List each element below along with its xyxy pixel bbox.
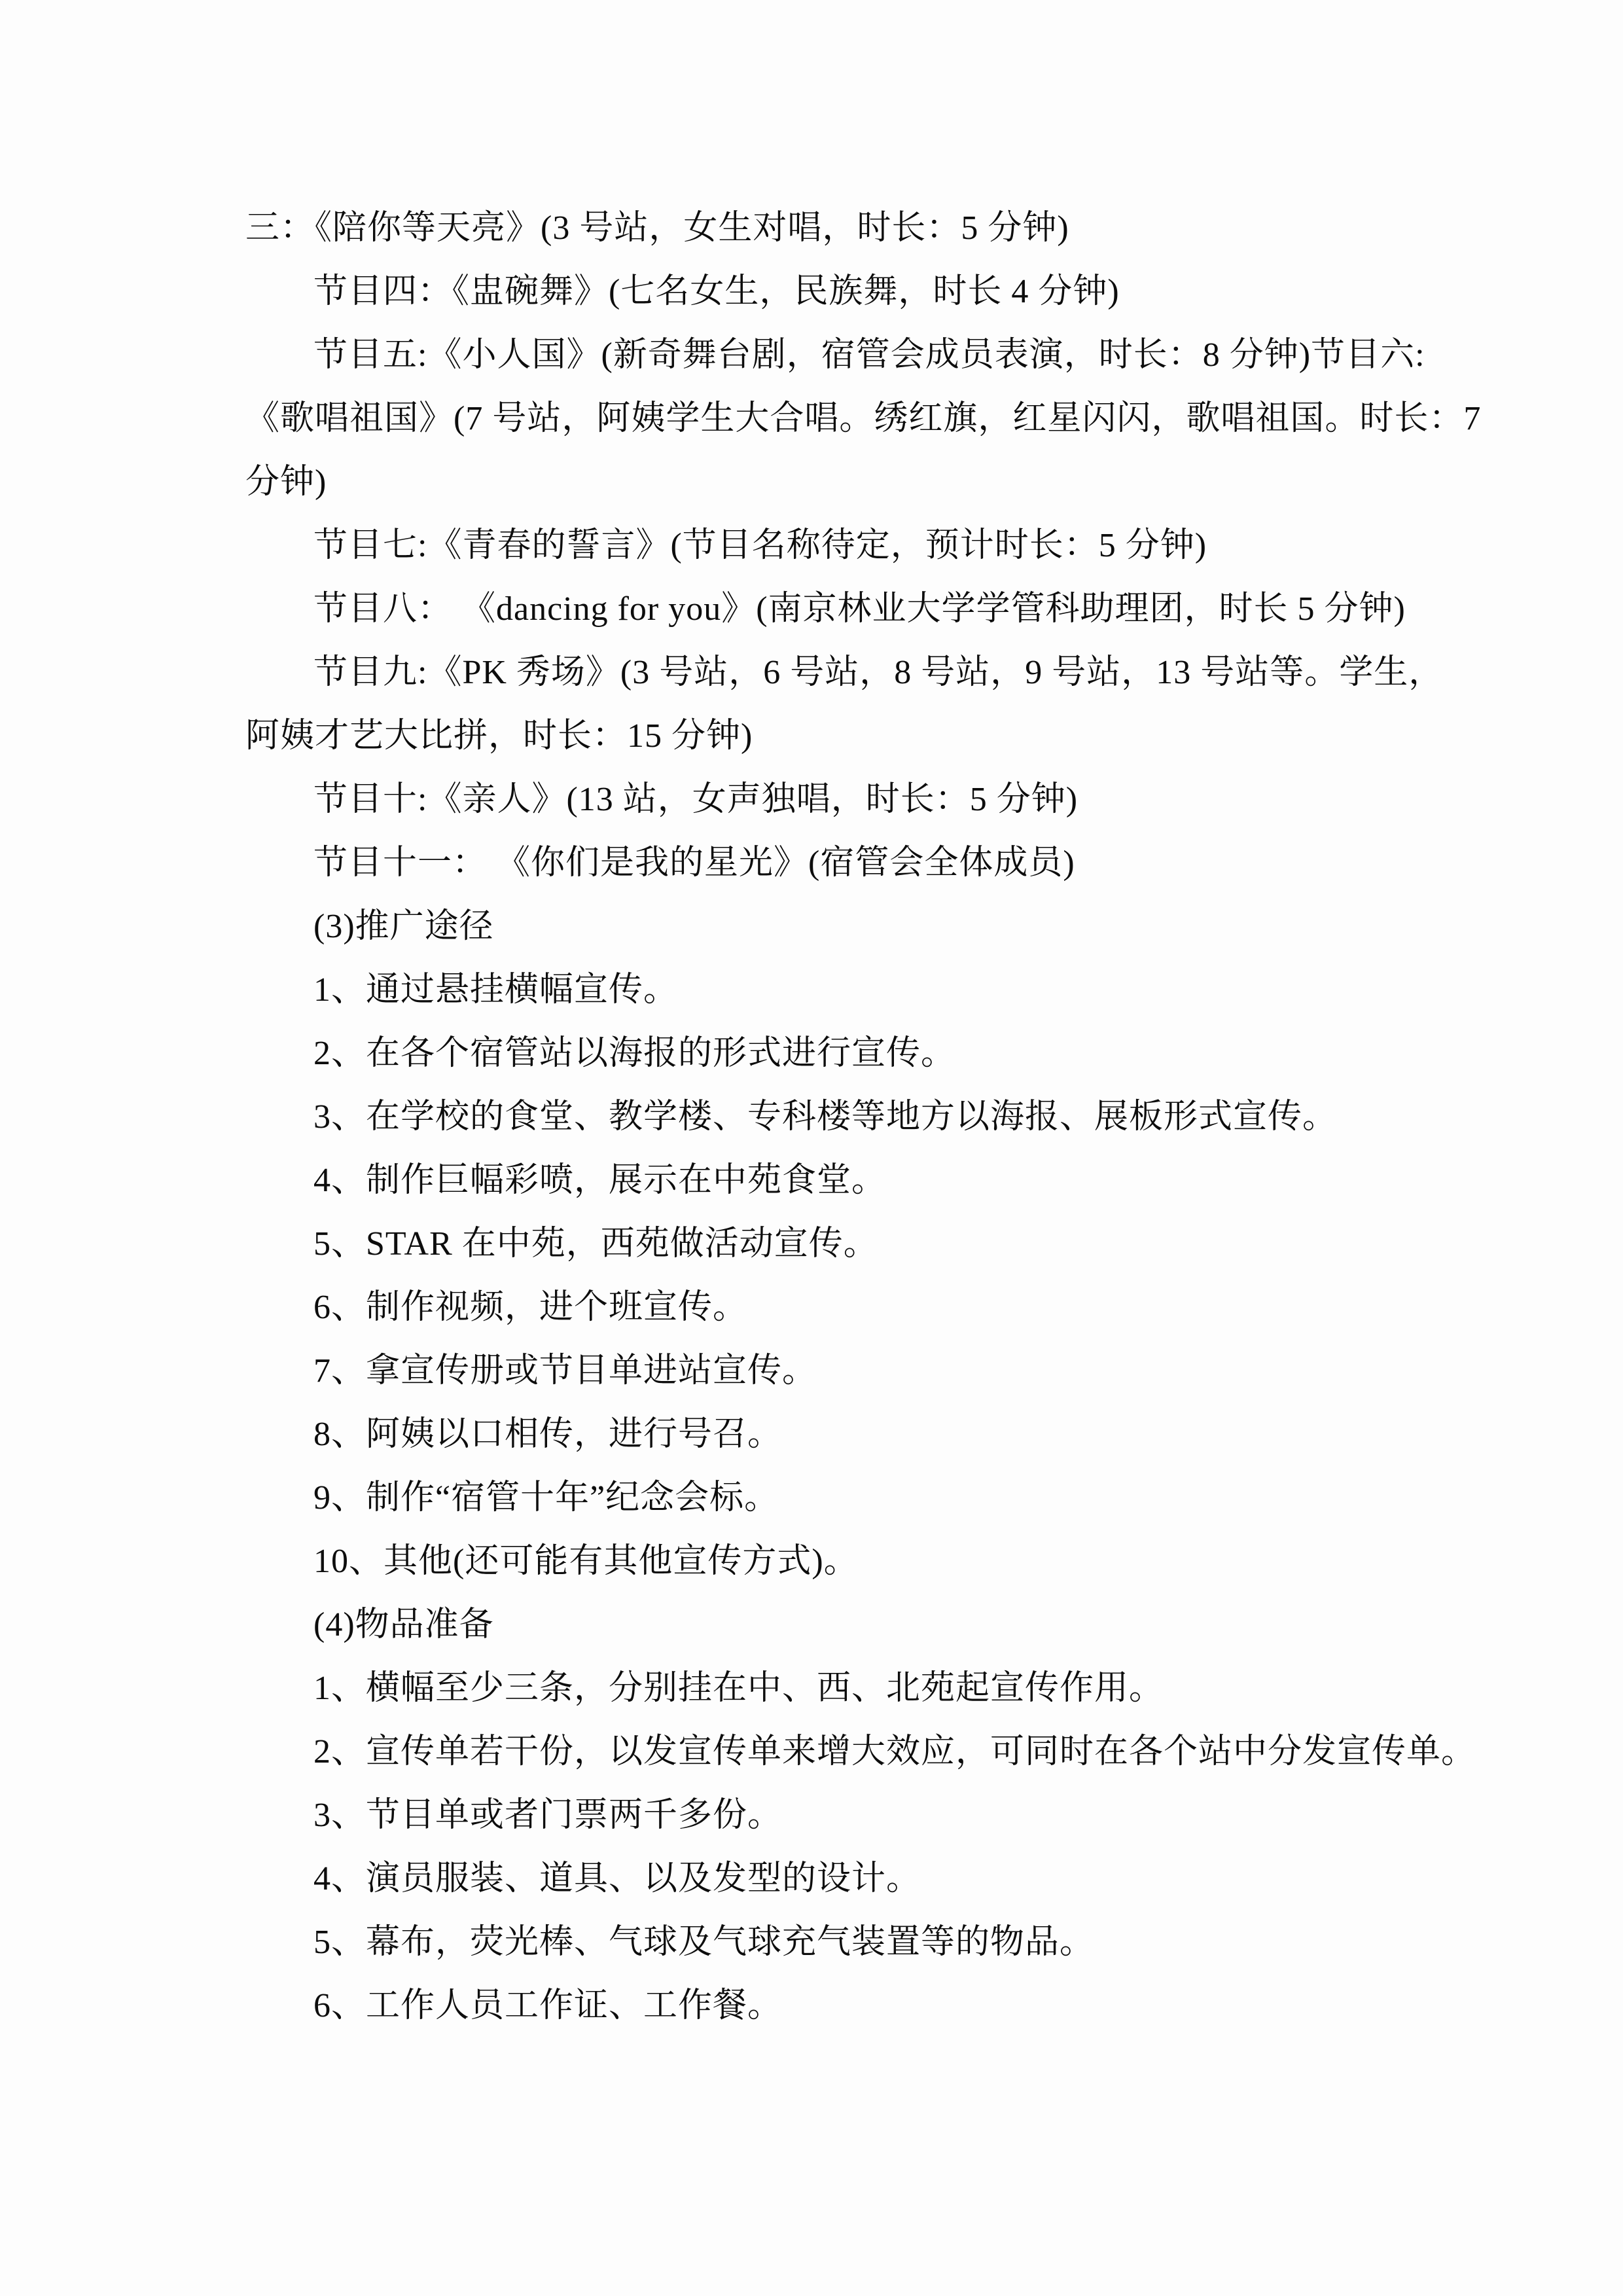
list-item: 6、制作视频，进个班宣传。 (313, 1289, 748, 1326)
list-item: 5、幕布，荧光棒、气球及气球充气装置等的物品。 (313, 1924, 1095, 1961)
text-line: 《歌唱祖国》(7 号站，阿姨学生大合唱。绣红旗，红星闪闪，歌唱祖国。时长：7 (245, 400, 1482, 437)
text-line: 节目四：《盅碗舞》(七名女生，民族舞，时长 4 分钟) (313, 273, 1120, 310)
section-heading: (4)物品准备 (313, 1606, 494, 1643)
list-item: 7、拿宣传册或节目单进站宣传。 (313, 1352, 817, 1390)
section-heading: (3)推广途径 (313, 908, 494, 945)
list-item: 6、工作人员工作证、工作餐。 (313, 1987, 783, 2024)
list-item: 5、STAR 在中苑，西苑做活动宣传。 (313, 1225, 878, 1263)
list-item: 2、宣传单若干份，以发宣传单来增大效应，可同时在各个站中分发宣传单。 (313, 1733, 1476, 1770)
text-line: 三：《陪你等天亮》(3 号站，女生对唱，时长：5 分钟) (245, 209, 1069, 247)
list-item: 1、横幅至少三条，分别挂在中、西、北苑起宣传作用。 (313, 1670, 1164, 1707)
text-line: 节目十:《亲人》(13 站，女声独唱，时长：5 分钟) (313, 781, 1079, 818)
list-item: 3、节目单或者门票两千多份。 (313, 1797, 783, 1834)
text-line: 阿姨才艺大比拼，时长：15 分钟) (245, 717, 753, 755)
text-line: 节目九:《PK 秀场》(3 号站，6 号站，8 号站，9 号站，13 号站等。学生， (313, 654, 1444, 691)
text-line: 节目五:《小人国》(新奇舞台剧，宿管会成员表演，时长：8 分钟)节目六: (313, 336, 1425, 374)
text-line: 分钟) (245, 463, 327, 501)
text-line: 节目八： 《dancing for you》(南京林业大学学管科助理团，时长 5 分钟) (313, 590, 1406, 628)
list-item: 10、其他(还可能有其他宣传方式)。 (313, 1543, 859, 1580)
document-content (245, 196, 1482, 2037)
text-line: 节目七:《青春的誓言》(节目名称待定，预计时长：5 分钟) (313, 527, 1207, 564)
list-item: 9、制作“宿管十年”纪念会标。 (313, 1479, 779, 1516)
list-item: 2、在各个宿管站以海报的形式进行宣传。 (313, 1035, 956, 1072)
list-item: 3、在学校的食堂、教学楼、专科楼等地方以海报、展板形式宣传。 (313, 1098, 1338, 1136)
text-line: 节目十一： 《你们是我的星光》(宿管会全体成员) (313, 844, 1075, 882)
list-item: 8、阿姨以口相传，进行号召。 (313, 1416, 783, 1453)
list-item: 4、演员服装、道具、以及发型的设计。 (313, 1860, 921, 1897)
list-item: 1、通过悬挂横幅宣传。 (313, 971, 679, 1009)
list-item: 4、制作巨幅彩喷，展示在中苑食堂。 (313, 1162, 887, 1199)
